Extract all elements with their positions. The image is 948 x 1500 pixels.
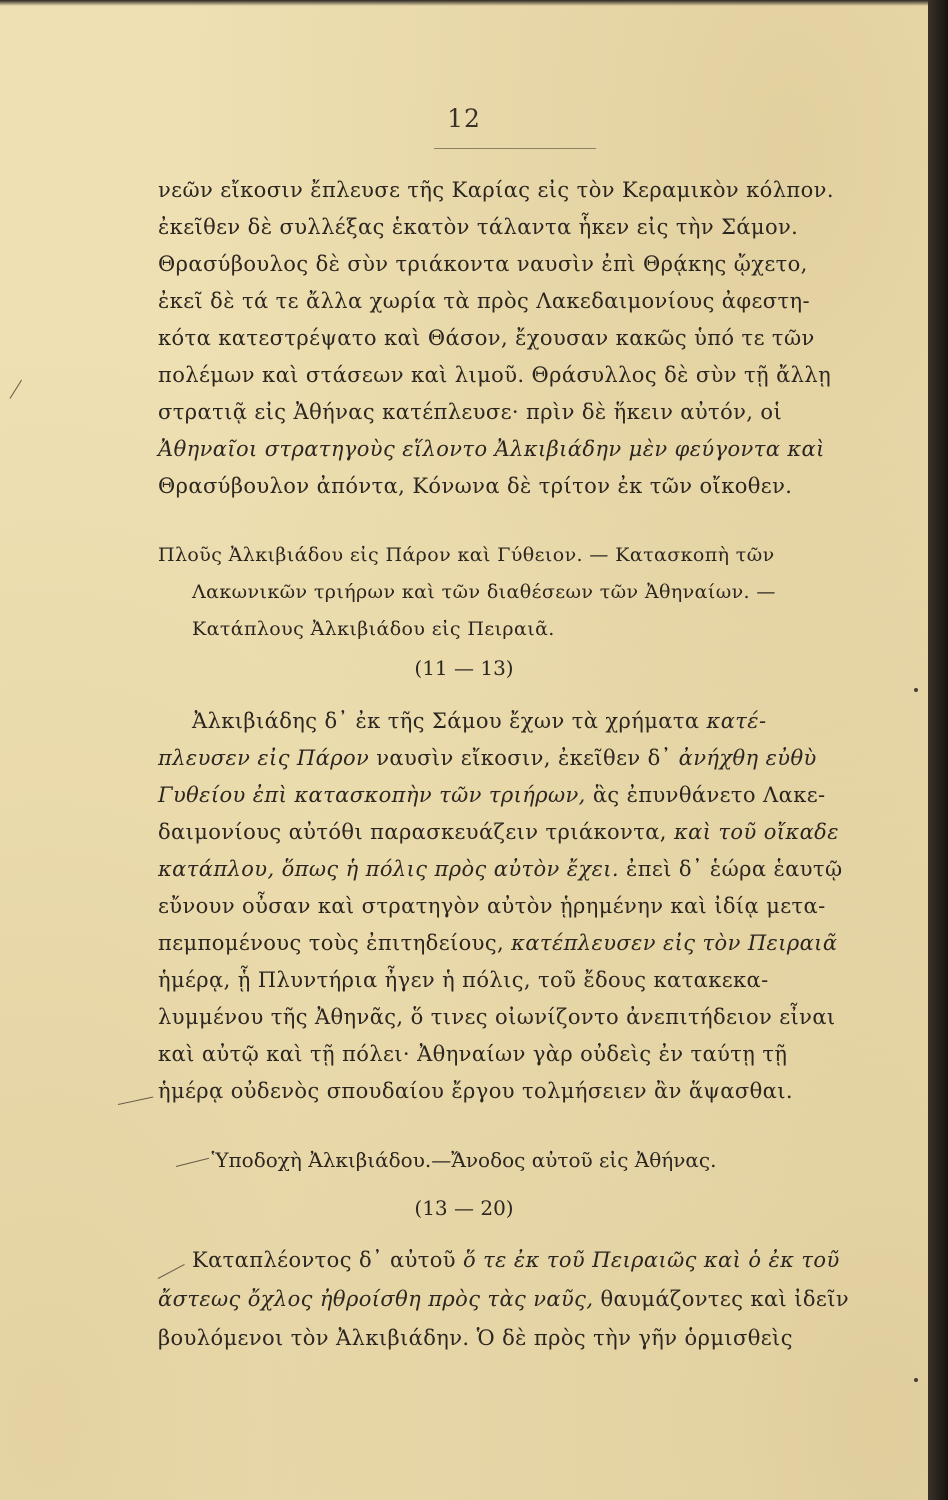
pencil-mark (10, 380, 23, 399)
page-edge-shadow (928, 0, 948, 1500)
page-speck (914, 1378, 918, 1382)
page-number: 12 (447, 104, 481, 133)
text-line: νεῶν εἴκοσιν ἔπλευσε τῆς Καρίας εἰς τὸν Κεραμικὸν κόλπον. (158, 178, 834, 202)
section-heading: Πλοῦς Ἀλκιβιάδου εἰς Πάρον καὶ Γύθειον. — Κατασκοπὴ τῶν (158, 544, 775, 566)
text-line: πεμπομένους τοὺς ἐπιτηδείους, κατέπλευσεν εἰς τὸν Πειραιᾶ (158, 931, 838, 955)
text-line-italic: Ἀθηναῖοι στρατηγοὺς εἵλοντο Ἀλκιβιάδην μὲν φεύγοντα καὶ (158, 437, 825, 461)
section-heading: Ὑποδοχὴ Ἀλκιβιάδου.—Ἄνοδος αὐτοῦ εἰς Ἀθήνας. (211, 1148, 717, 1172)
pencil-mark (118, 1097, 153, 1105)
section-range: (11 — 13) (414, 656, 514, 680)
text-line: πλευσεν εἰς Πάρον ναυσὶν εἴκοσιν, ἐκεῖθεν δ᾽ ἀνήχθη εὐθὺ (158, 746, 817, 770)
text-line: δαιμονίους αὐτόθι παρασκευάζειν τριάκοντα, καὶ τοῦ οἴκαδε (158, 820, 839, 844)
section-heading: Λακωνικῶν τριήρων καὶ τῶν διαθέσεων τῶν Ἀθηναίων. — (192, 581, 776, 603)
text-line: καὶ αὐτῷ καὶ τῇ πόλει· Ἀθηναίων γὰρ οὐδεὶς ἐν ταύτῃ τῇ (158, 1042, 788, 1066)
text-line: ἐκεῖθεν δὲ συλλέξας ἑκατὸν τάλαντα ἧκεν εἰς τὴν Σάμον. (158, 215, 799, 239)
text-line: βουλόμενοι τὸν Ἀλκιβιάδην. Ὁ δὲ πρὸς τὴν γῆν ὁρμισθεὶς (158, 1326, 793, 1350)
section-range: (13 — 20) (414, 1196, 514, 1220)
header-rule (434, 148, 596, 149)
text-line: Ἀλκιβιάδης δ᾽ ἐκ τῆς Σάμου ἔχων τὰ χρήματα κατέ- (192, 709, 767, 733)
section-heading: Κατάπλους Ἀλκιβιάδου εἰς Πειραιᾶ. (192, 618, 555, 640)
text-line: εὔνουν οὖσαν καὶ στρατηγὸν αὐτὸν ᾑρημένην καὶ ἰδίᾳ μετα- (158, 894, 826, 918)
text-line: στρατιᾷ εἰς Ἀθήνας κατέπλευσε· πρὶν δὲ ἥκειν αὐτόν, οἱ (158, 400, 783, 424)
text-line: Θρασύβουλον ἀπόντα, Κόνωνα δὲ τρίτον ἐκ τῶν οἴκοθεν. (158, 474, 793, 498)
text-line: κότα κατεστρέψατο καὶ Θάσον, ἔχουσαν κακῶς ὑπό τε τῶν (158, 326, 815, 350)
text-line: Γυθείου ἐπὶ κατασκοπὴν τῶν τριήρων, ἃς ἐπυνθάνετο Λακε- (158, 783, 826, 807)
text-line: ἐκεῖ δὲ τά τε ἄλλα χωρία τὰ πρὸς Λακεδαιμονίους ἀφεστη- (158, 289, 810, 313)
text-line: ἄστεως ὄχλος ἠθροίσθη πρὸς τὰς ναῦς, θαυμάζοντες καὶ ἰδεῖν (158, 1287, 850, 1311)
pencil-mark (158, 1264, 185, 1279)
text-line: Θρασύβουλος δὲ σὺν τριάκοντα ναυσὶν ἐπὶ Θρᾴκης ᾤχετο, (158, 252, 808, 276)
text-line: λυμμένου τῆς Ἀθηνᾶς, ὅ τινες οἰωνίζοντο ἀνεπιτήδειον εἶναι (158, 1005, 836, 1029)
text-line: κατάπλου, ὅπως ἡ πόλις πρὸς αὐτὸν ἔχει. ἐπεὶ δ᾽ ἑώρα ἑαυτῷ (158, 857, 843, 881)
text-line: Καταπλέοντος δ᾽ αὐτοῦ ὅ τε ἐκ τοῦ Πειραιῶς καὶ ὁ ἐκ τοῦ (192, 1248, 840, 1272)
text-line: ἡμέρᾳ, ᾗ Πλυντήρια ἦγεν ἡ πόλις, τοῦ ἔδους κατακεκα- (158, 968, 769, 992)
page-speck (914, 688, 918, 692)
text-line: ἡμέρᾳ οὐδενὸς σπουδαίου ἔργου τολμήσειεν ἂν ἅψασθαι. (158, 1079, 793, 1103)
page-top-edge (0, 0, 948, 6)
text-line: πολέμων καὶ στάσεων καὶ λιμοῦ. Θράσυλλος δὲ σὺν τῇ ἄλλῃ (158, 363, 832, 387)
